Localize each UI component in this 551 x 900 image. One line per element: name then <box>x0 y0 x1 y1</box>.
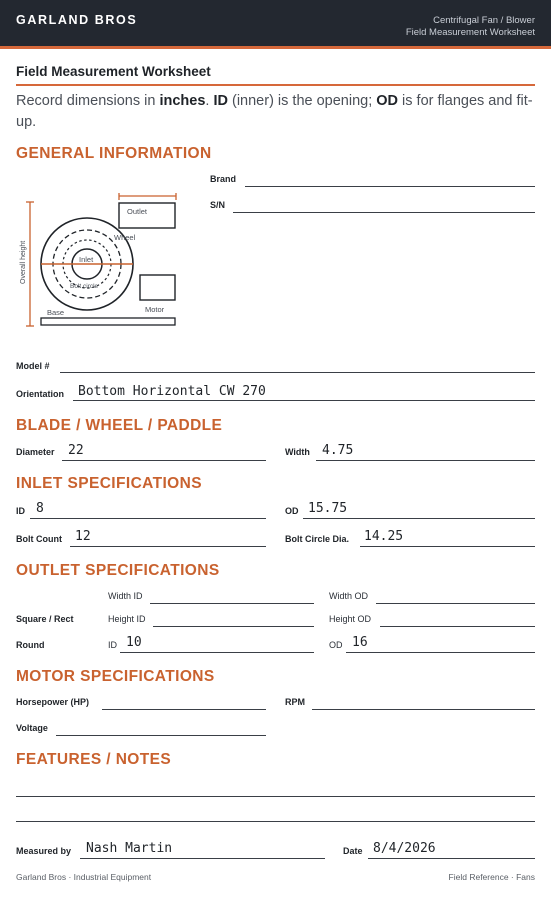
outlet-height-id-field[interactable] <box>153 626 314 627</box>
outlet-height-od-field[interactable] <box>380 626 535 627</box>
orientation-value: Bottom Horizontal CW 270 <box>78 384 266 399</box>
model-label: Model # <box>16 361 50 371</box>
inlet-od-label: OD <box>285 506 299 516</box>
round-od-label: OD <box>329 640 343 650</box>
round-od-value: 16 <box>352 635 368 650</box>
title-rule <box>16 84 535 86</box>
section-inlet-heading: INLET SPECIFICATIONS <box>16 475 202 492</box>
section-blade-heading: BLADE / WHEEL / PADDLE <box>16 417 223 434</box>
diameter-field[interactable] <box>62 460 266 461</box>
bolt-circle-value: 14.25 <box>364 529 404 544</box>
section-outlet-heading: OUTLET SPECIFICATIONS <box>16 562 220 579</box>
notes-line-1[interactable] <box>16 796 535 797</box>
outlet-width-od-field[interactable] <box>376 603 535 604</box>
rpm-label: RPM <box>285 697 305 707</box>
header-subtitle-line1: Centrifugal Fan / Blower <box>433 15 535 26</box>
bolt-count-label: Bolt Count <box>16 534 62 544</box>
measured-by-value: Nash Martin <box>86 841 173 856</box>
outlet-width-id-field[interactable] <box>150 603 314 604</box>
section-general-heading: GENERAL INFORMATION <box>16 145 212 162</box>
inlet-id-field[interactable] <box>30 518 266 519</box>
round-od-field[interactable] <box>346 652 535 653</box>
width-value: 4.75 <box>322 443 354 458</box>
diagram-height-label: Overall height <box>20 240 27 284</box>
fan-diagram <box>16 192 181 337</box>
sn-field[interactable] <box>233 212 535 213</box>
outlet-width-od-label: Width OD <box>329 591 369 601</box>
orientation-field[interactable] <box>73 400 535 401</box>
brand-field[interactable] <box>245 186 535 187</box>
diagram-outlet-label: Outlet <box>127 207 148 216</box>
notes-line-2[interactable] <box>16 821 535 822</box>
round-label: Round <box>16 640 45 650</box>
model-field[interactable] <box>60 372 535 373</box>
bolt-count-field[interactable] <box>70 546 266 547</box>
section-motor-heading: MOTOR SPECIFICATIONS <box>16 668 215 685</box>
inlet-id-value: 8 <box>36 501 44 516</box>
sn-label: S/N <box>210 200 226 210</box>
inlet-id-label: ID <box>16 506 25 516</box>
diagram-motor-label: Motor <box>145 305 165 314</box>
round-id-field[interactable] <box>120 652 314 653</box>
brand-label: Brand <box>210 174 237 184</box>
diameter-label: Diameter <box>16 447 55 457</box>
rpm-field[interactable] <box>312 709 535 710</box>
width-field[interactable] <box>316 460 535 461</box>
brand-logo-text: GARLAND BROS <box>16 13 138 27</box>
diameter-value: 22 <box>68 443 84 458</box>
square-rect-label: Square / Rect <box>16 614 74 624</box>
header-subtitle <box>406 15 535 39</box>
hp-label: Horsepower (HP) <box>16 697 90 707</box>
bolt-count-value: 12 <box>75 529 91 544</box>
inlet-od-field[interactable] <box>303 518 535 519</box>
diagram-inlet-label: Inlet <box>79 255 94 264</box>
round-id-value: 10 <box>126 635 142 650</box>
hp-field[interactable] <box>102 709 266 710</box>
diagram-base-label: Base <box>47 308 65 317</box>
footer-left: Garland Bros · Industrial Equipment <box>16 872 152 882</box>
outlet-height-id-label: Height ID <box>108 614 146 624</box>
header-accent-rule <box>0 46 551 49</box>
measured-by-field[interactable] <box>80 858 325 859</box>
section-features-heading: FEATURES / NOTES <box>16 751 172 768</box>
bolt-circle-field[interactable] <box>360 546 535 547</box>
inlet-od-value: 15.75 <box>308 501 348 516</box>
date-value: 8/4/2026 <box>373 841 436 856</box>
diagram-bolt-circle-label: Bolt circle <box>70 283 99 290</box>
round-id-label: ID <box>108 640 117 650</box>
measured-by-label: Measured by <box>16 846 72 856</box>
voltage-field[interactable] <box>56 735 266 736</box>
voltage-label: Voltage <box>16 723 48 733</box>
diagram-wheel-label: Wheel <box>114 233 136 242</box>
page-title: Field Measurement Worksheet <box>16 64 211 79</box>
outlet-height-od-label: Height OD <box>329 614 372 624</box>
orientation-label: Orientation <box>16 389 65 399</box>
header-subtitle-line2: Field Measurement Worksheet <box>405 27 535 38</box>
header-bar <box>0 0 551 46</box>
footer-right: Field Reference · Fans <box>448 872 535 882</box>
date-label: Date <box>343 846 363 856</box>
date-field[interactable] <box>368 858 535 859</box>
width-label: Width <box>285 447 310 457</box>
bolt-circle-label: Bolt Circle Dia. <box>285 534 350 544</box>
intro-text: Record dimensions in inches. ID (inner) is the opening; OD is for flanges and fit-up. <box>16 93 533 130</box>
outlet-width-id-label: Width ID <box>108 591 143 601</box>
